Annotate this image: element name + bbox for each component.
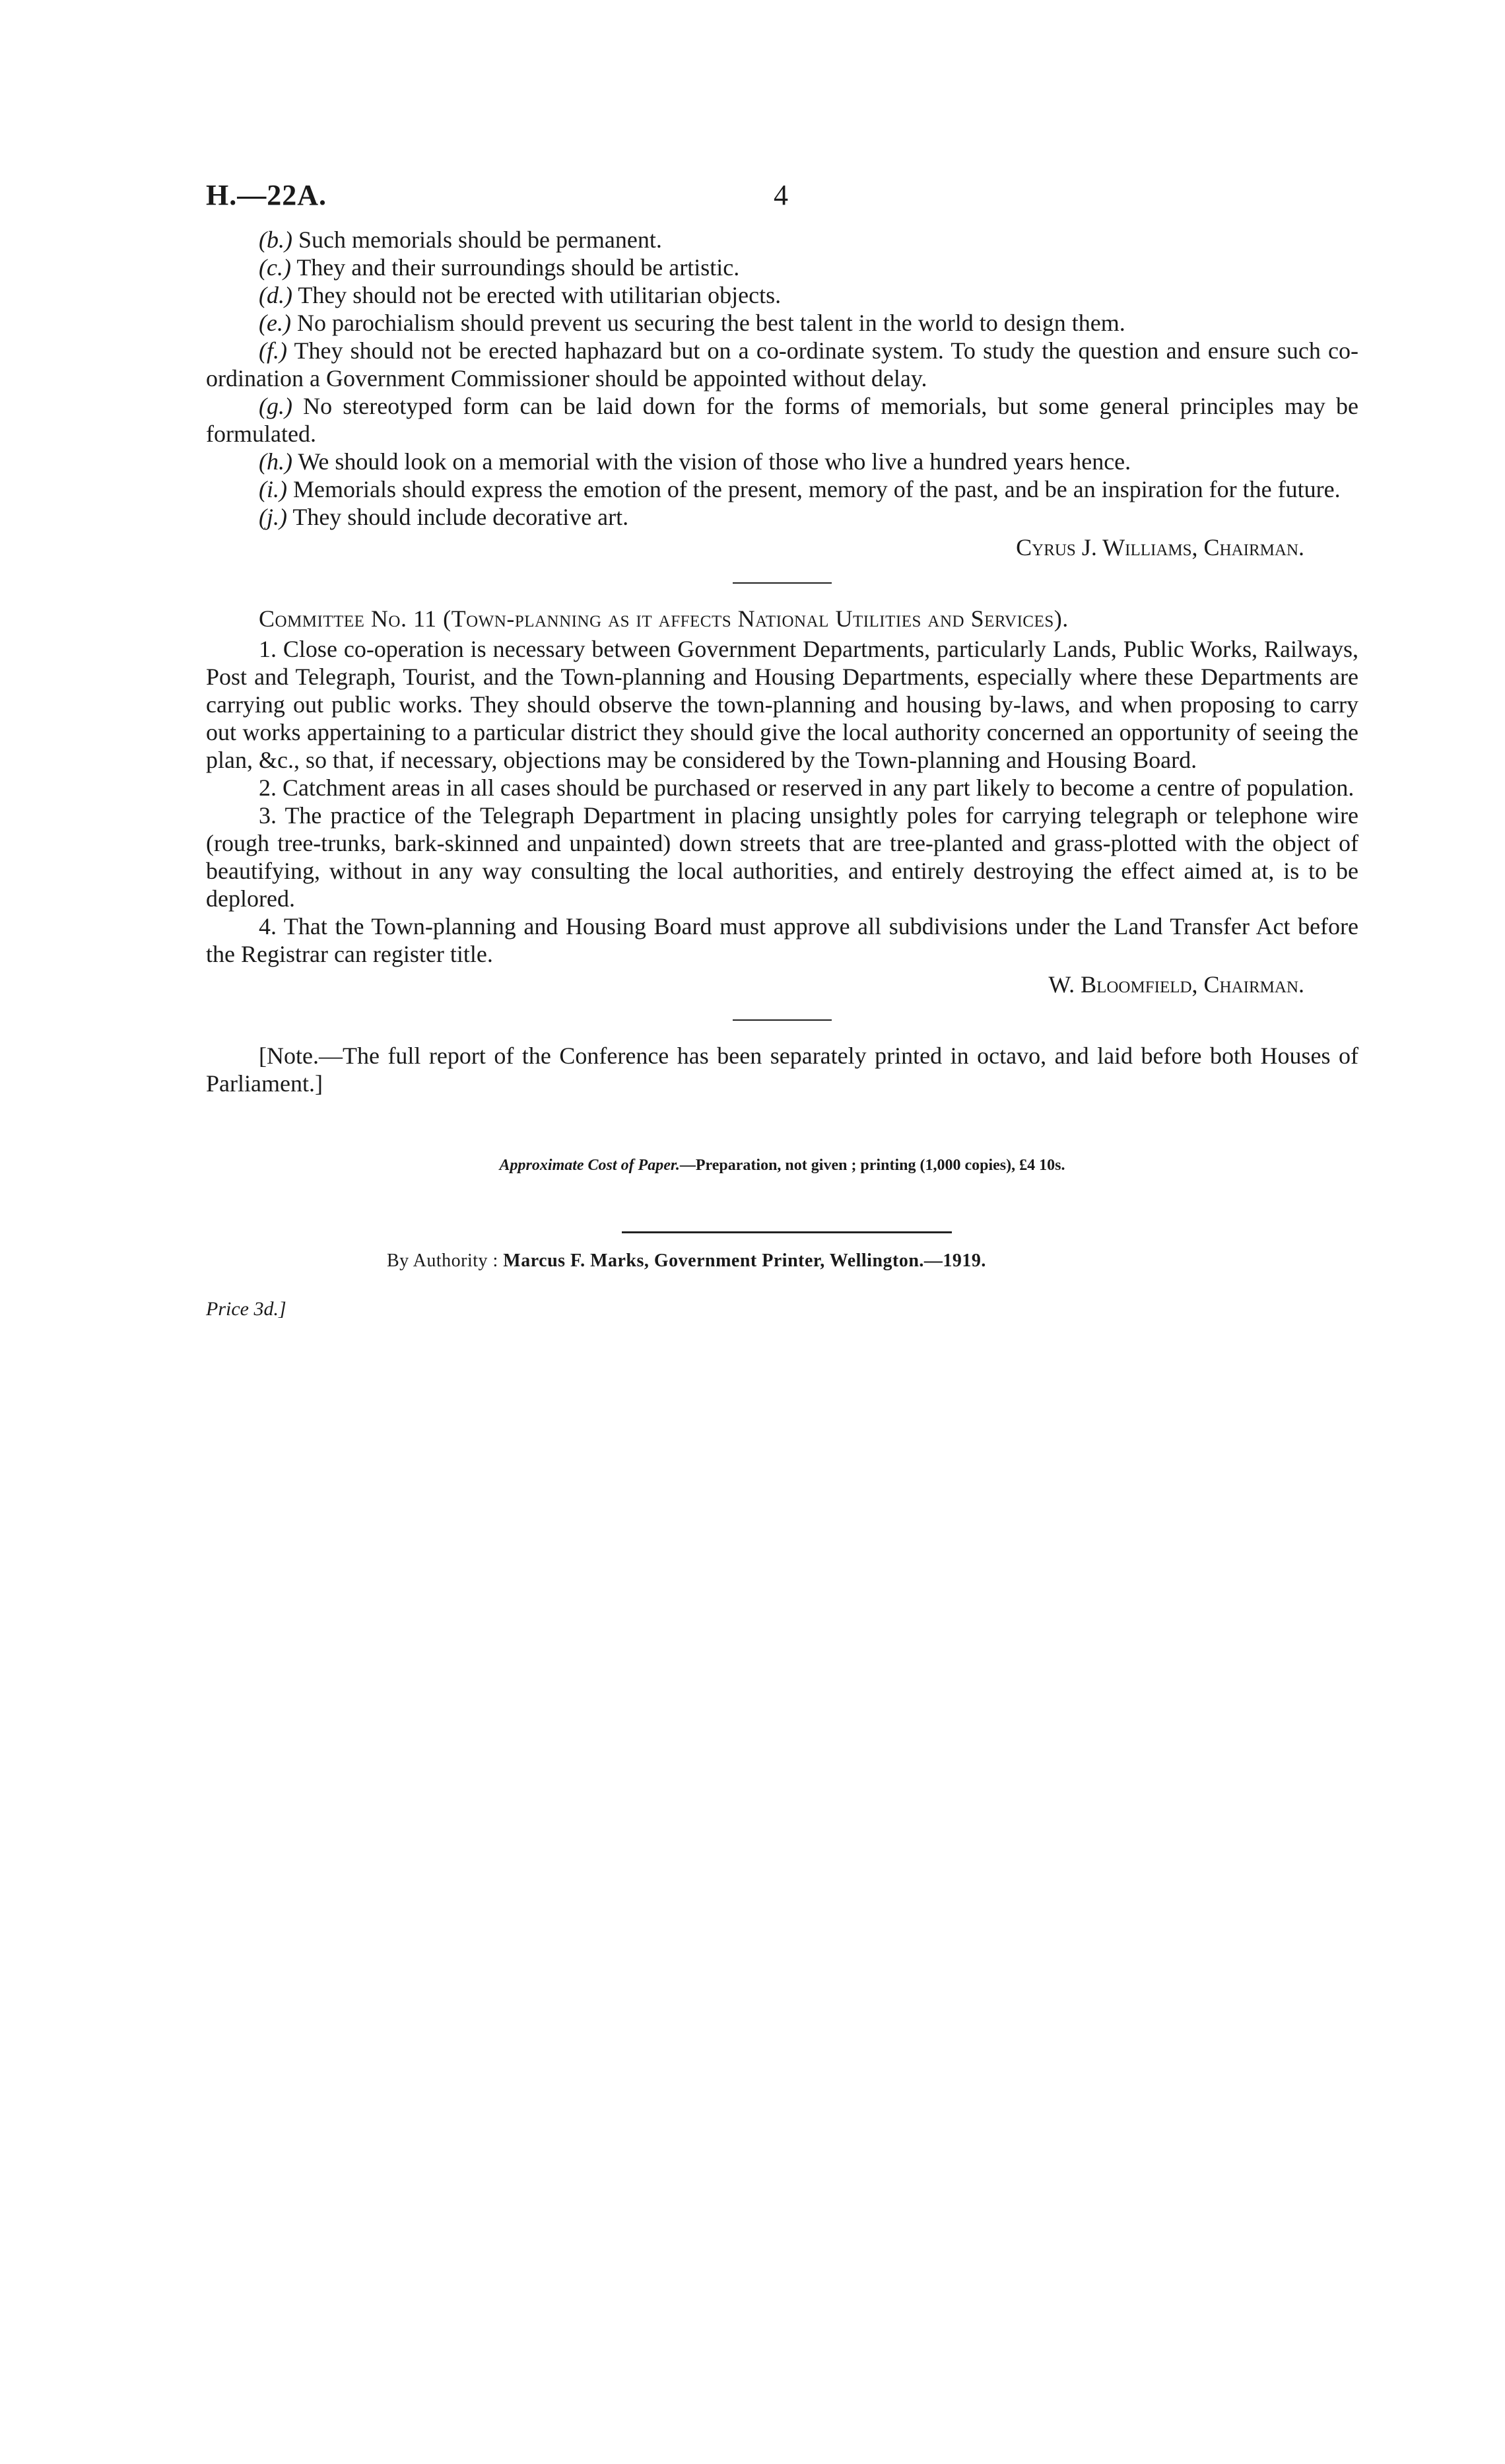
price: Price 3d.] [206,1298,286,1320]
memorials-recommendations [206,226,1358,531]
authority-prefix: By Authority : [387,1250,504,1271]
chairman-signature: W. Bloomfield, Chairman. [1048,971,1304,998]
page-number: 4 [774,179,788,211]
section-divider [733,582,832,584]
list-item: (f.) They should not be erected haphazard but on a co-ordinate system. To study the question and ensure such co-ordination a Government Commissioner should be appointed without delay. [206,337,1358,392]
list-item: (j.) They should include decorative art. [259,504,629,530]
list-item: 4. That the Town-planning and Housing Board must approve all subdivisions under the Land Transfer Act before the Registrar can register title. [206,913,1358,967]
list-item: (b.) Such memorials should be permanent. [259,226,662,253]
list-item: 3. The practice of the Telegraph Department in placing unsightly poles for carrying telegraph or telephone wire (rough tree-trunks, bark-skinned and unpainted) down streets that are tree-planted and grass-plotted with the object of beautifying, without in any way consulting the local authorities, and entirely destroying the effect aimed at, is to be deplored. [206,802,1358,912]
chairman-signature: Cyrus J. Williams, Chairman. [1016,534,1304,561]
document-page [206,178,1358,1320]
document-reference: H.—22A. [206,179,327,211]
printer-divider [622,1231,952,1233]
list-item: (e.) No parochialism should prevent us securing the best talent in the world to design them. [259,310,1125,336]
list-item: (h.) We should look on a memorial with the vision of those who live a hundred years hence. [259,448,1131,475]
cost-text: —Preparation, not given ; printing (1,000 copies), £4 10s. [679,1157,1065,1174]
list-item: (c.) They and their surroundings should be artistic. [259,254,740,281]
list-item: (i.) Memorials should express the emotion of the present, memory of the past, and be an inspiration for the future. [259,476,1341,502]
section-divider [733,1019,832,1021]
list-item: (d.) They should not be erected with utilitarian objects. [259,282,782,308]
cost-of-paper [206,1157,1358,1175]
page-header [206,178,1358,218]
list-item: 1. Close co-operation is necessary between Government Departments, particularly Lands, Public Works, Railways, Post and Telegraph, Tourist, and the Town-planning and Housing Departments, especially where these Departments are carrying out public works. They should observe the town-planning and housing by-laws, and when proposing to carry out works appertaining to a particular district they should give the local authority concerned an opportunity of seeing the plan, &c., so that, if necessary, objections may be considered by the Town-planning and Housing Board. [206,636,1358,773]
committee-11-recommendations [206,635,1358,968]
conference-note: [Note.—The full report of the Conference has been separately printed in octavo, and laid before both Houses of Parliament.] [206,1043,1358,1097]
committee-heading: Committee No. 11 (Town-planning as it affects National Utilities and Services). [259,605,1069,632]
cost-label: Approximate Cost of Paper. [499,1157,680,1174]
printer-imprint [387,1250,1358,1272]
list-item: 2. Catchment areas in all cases should be purchased or reserved in any part likely to become a centre of population. [259,774,1354,801]
government-printer: Marcus F. Marks, Government Printer, Wellington.—1919. [503,1250,986,1271]
list-item: (g.) No stereotyped form can be laid down for the forms of memorials, but some general principles may be formulated. [206,393,1358,447]
